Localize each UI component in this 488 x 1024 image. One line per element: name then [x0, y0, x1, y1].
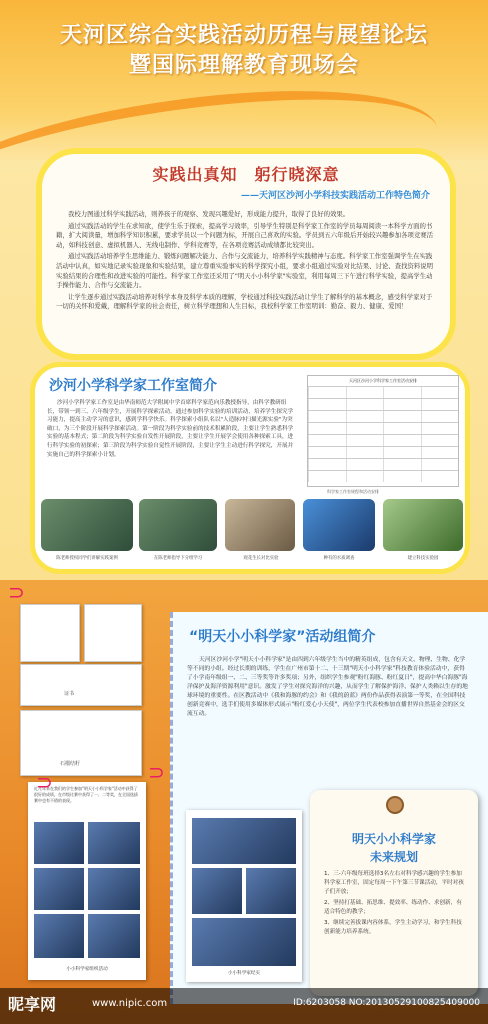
- photo-caption: 在陈老师指导下分组学习: [153, 556, 203, 561]
- table-row: [308, 458, 458, 470]
- activity-photo: [88, 822, 140, 864]
- list-item: 2、坚持打基础、拓思维、提效率、练动作、求创新，有适合特色的教学；: [324, 900, 462, 915]
- scientist-studio-card: [30, 362, 470, 574]
- paperclip-icon: ⊃: [36, 770, 53, 794]
- little-scientist-heading: “明天小小科学家”活动组简介: [189, 629, 376, 645]
- future-plan-title-line1: 明天小小科学家: [351, 832, 436, 846]
- watermark-site: www.nipic.com: [92, 998, 168, 1009]
- table-row: [308, 470, 458, 482]
- table-row: [308, 446, 458, 458]
- practice-subheading: ——天河区沙河小学科技实践活动工作特色简介: [240, 191, 430, 201]
- watermark-brand: 昵享网: [8, 995, 57, 1014]
- studio-heading: 沙河小学科学家工作室简介: [49, 378, 217, 394]
- board-caption: 小小科学家纪实: [227, 971, 261, 976]
- studio-photo: [41, 499, 133, 551]
- page-title-line1: 天河区综合实践活动历程与展望论坛: [59, 23, 428, 48]
- practice-intro-card: [36, 148, 456, 360]
- document-caption: 石榴结籽: [60, 761, 81, 767]
- paperclip-icon: ⊃: [8, 580, 25, 604]
- page-title-line2: 暨国际理解教育现场会: [128, 53, 359, 78]
- little-scientist-body: 天河区沙河小学"明天小小科学家"是由四到六年级学生当中的精英组成，包含有天文、物理、生物、化学等不同的小组。经过长期的训练，学生在广州市第十二、十三期"明天小小科学家"科技教育体验活动中，获得了小学南年级组一、二、三等奖等许多奖项；另外，组织学生参观"粉红海豚、粉红夏日"，提高中华白海豚"海洋保护及海洋资源利用"意识。激发了学生对探究海洋的兴趣，从而学生了解保护海洋、保护人类赖以生存的地球环境的重要性。在区教活动中《我和海豚的约会》和《我的蔚蓝》两份作品获得表演第一等奖，在全国科技创新竞赛中，选手们使用多媒体形式展示"粉红爱心小天使"，两位学生代表校参加直播世界自然基金会的区交流互动。: [187, 657, 468, 717]
- list-item: 1、三-六年级每班选择3名左右对科学感兴趣的学生参加科学家工作室，固定每周一下午第三节课活动，平时对孩子们开放；: [324, 871, 464, 895]
- certificate-image: [84, 604, 142, 662]
- photo-caption: 观花生长对比实验: [243, 556, 279, 561]
- document-caption: 证书: [64, 691, 75, 697]
- list-item: 3、继续完善拔课内容体系，学生主动学习，和学生科技创新能力培养系统。: [324, 920, 462, 935]
- practice-paragraph: 让学生逐步通过实践活动培养对科学本身及科学本质的理解，学校通过科技实践活动让学生了解科学的基本概念，感受科学家对于一切的关怀和爱戴，理解科学家的社会责任，树立科学理想和人生目标，我校科学家工作室明训：勤奋、毅力、健康、爱国！: [56, 292, 433, 311]
- activity-photo: [88, 868, 140, 910]
- studio-photo: [303, 499, 375, 551]
- studio-photo: [225, 499, 295, 551]
- schedule-table-caption: 科学家工作室规程和活动安排: [327, 489, 379, 494]
- studio-photo: [139, 499, 217, 551]
- future-plan-list: [322, 870, 466, 939]
- table-row: [308, 398, 458, 410]
- schedule-table-title: 天河区沙河小学科学家工作室活动安排: [349, 378, 417, 383]
- table-row: [308, 422, 458, 434]
- activity-photo: [34, 822, 84, 864]
- practice-heading: 实践出真知 躬行晓深意: [152, 165, 340, 184]
- board-caption: 小小科学家组织活动: [66, 967, 108, 972]
- practice-paragraph: 通过实践活动培养学生思维能力、锻炼问题解决能力、合作与交流能力，培养科学实践精神与态度。科学家工作室强调学生在实践活动中认真，如实地记录实验现象和实验结果，建立尊重实验事实的科学探究小组，要求小组通过实验对比结果、讨论、查找资料说明实验结果的合理性和改进实验的可能性。科学家工作室还采用了"明天小小科学家"实验室，利用每周三下午进行科学实验，提高学生动手操作能力、合作与交流能力。: [56, 252, 434, 290]
- photo-caption: 陈老师授权同学们讲解实践案例: [56, 556, 118, 561]
- activity-photo: [88, 914, 140, 958]
- table-row: [308, 434, 458, 446]
- practice-body: [56, 210, 436, 314]
- practice-paragraph: 通过实践活动的学生在求知欲，使学生乐于探索，提高学习效率，引导学生特别是科学家工作室的学员每周阅读一本科学方面的书籍，扩大阅读量，增加科学知识积累，要求学员以一个问题为标，开展自己喜欢的实验。学员到五六年级后开始较兴趣参加各项竞赛活动，如科技创意、虚拟机器人、无线电制作、学科竞赛等，在各项竞赛活动成绩都比较突出。: [56, 221, 434, 249]
- schedule-table: [307, 375, 459, 487]
- future-plan-title-line2: 未来规划: [369, 850, 418, 864]
- record-photo-board: [186, 810, 302, 982]
- paperclip-icon: ⊃: [148, 760, 165, 784]
- activity-photo: [192, 818, 296, 864]
- photo-caption: 种有的水质调查: [323, 556, 355, 561]
- photo-caption: 建立科技实验园: [407, 556, 439, 561]
- certificate-image: [20, 664, 142, 706]
- studio-body: 沙河小学科学家工作室是由华南师范大学附属中学首席科学家范向乐教授指导，由科学教研组长，带领一到三、六年级学生，开展科学探索活动。通过参加科学实验的培训活动，培养学生探究学习能力，提高主动学习的意识，感到学科学快乐。科学探索小组队名以"人造脉冲扫描光源实验"为突破口，为三个阶段开展科学探索活动。第一阶段为科学实验前的技术积累阶段，主要让学生熟悉科学实验的基本程式；第二阶段为科学实验自发性开展阶段，主要让学生开展学会使用各种探索工具，进行科学实验的初探索；第三阶段为科学实验自觉性开展阶段，主要让学生主动进行科学探究，开展并实施自己的科学探索小计划。: [47, 400, 294, 458]
- activity-photo: [34, 868, 84, 910]
- studio-photo: [383, 499, 463, 551]
- activity-photo: [192, 868, 242, 914]
- activity-photo: [192, 918, 296, 966]
- watermark-image-id: ID:6203058 NO:20130529100825409000: [293, 998, 480, 1008]
- activity-photo-board: [28, 782, 146, 980]
- document-image: [20, 710, 142, 776]
- practice-paragraph: 我校力图通过科学实践活动，则养孩子的观察、发现兴趣爱好，形成能力提升，取得了良好的效果。: [68, 210, 350, 218]
- activity-photo: [34, 914, 84, 958]
- activity-photo: [246, 868, 296, 914]
- future-plan-tag: [310, 790, 478, 996]
- studio-photo-row: [41, 499, 465, 569]
- watermark-bar: [0, 988, 488, 1024]
- certificate-image: [20, 604, 80, 662]
- table-row: [308, 410, 458, 422]
- tag-hole-icon: [386, 796, 404, 814]
- board-intro-text: 近几年来在我们的学生参加"明天小小科学家"活动中获得了很好的成绩，在市级比赛中获得了一、二等奖，在全国选拔赛中也有不错的表现。: [34, 786, 138, 803]
- table-row: [308, 386, 458, 398]
